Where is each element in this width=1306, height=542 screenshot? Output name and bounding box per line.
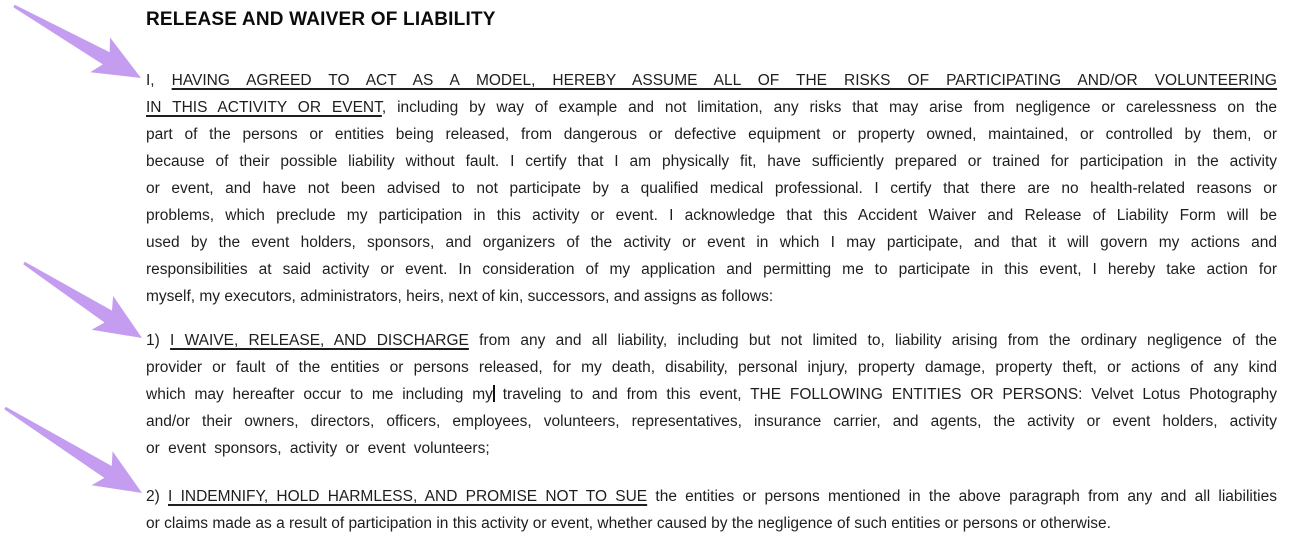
arrow-to-clause-1-icon [23, 262, 142, 338]
text-segment: the entities or persons mentioned in the above paragraph from any and all liabilities [647, 488, 1277, 505]
document-body [146, 9, 1277, 537]
text-segment: , including by way of example and not limitation, any risks that may arise from negligence or carelessness on the [381, 99, 1278, 116]
text-segment: problems, which preclude my participation in this activity or event. I acknowledge that this Accident Waiver and Release of Liability Form will be [146, 207, 1277, 224]
underlined-text: HAVING AGREED TO ACT AS A MODEL, HEREBY ASSUME ALL OF THE RISKS OF PARTICIPATING AND/OR VOLUNTEERING [171, 72, 1277, 89]
paragraph-clause-2 [146, 483, 1277, 537]
text-segment: or event, and have not been advised to not participate by a qualified medical professional. I certify that there are no health-related reasons or [146, 180, 1277, 197]
paragraph-clause-1 [146, 327, 1277, 462]
text-line [146, 175, 1277, 202]
text-line [146, 283, 1277, 310]
text-segment: part of the persons or entities being released, from dangerous or defective equipment or property owned, maintained, or controlled by them, or [146, 126, 1277, 143]
text-segment: and/or their owners, directors, officers, employees, volunteers, representatives, insurance carrier, and agents, the activity or event holders, activity [146, 413, 1277, 430]
text-line [146, 510, 1277, 537]
text-line [146, 202, 1277, 229]
text-segment: myself, my executors, administrators, heirs, next of kin, successors, and assigns as follows: [146, 288, 774, 305]
text-line [146, 121, 1277, 148]
paragraph-intro [146, 67, 1277, 310]
text-segment: provider or fault of the entities or persons released, for my death, disability, personal injury, property damage, property theft, or actions of any kind [146, 359, 1277, 376]
text-segment: used by the event holders, sponsors, and organizers of the activity or event in which I may participate, and that it will govern my actions and [146, 234, 1277, 251]
text-segment: 1) [146, 332, 171, 349]
text-segment: or event sponsors, activity or event volunteers; [146, 440, 490, 457]
text-segment: traveling to and from this event, THE FOLLOWING ENTITIES OR PERSONS: Velvet Lotus Photography [493, 386, 1277, 403]
text-segment: from any and all liability, including but not limited to, liability arising from the ordinary negligence of the [468, 332, 1277, 349]
text-line [146, 483, 1277, 510]
text-segment: which may hereafter occur to me including my [146, 386, 493, 403]
text-line [146, 435, 1277, 462]
underlined-text: I INDEMNIFY, HOLD HARMLESS, AND PROMISE NOT TO SUE [168, 488, 648, 505]
text-line [146, 94, 1277, 121]
text-segment: because of their possible liability without fault. I certify that I am physically fit, have sufficiently prepared or trained for participation in the activity [146, 153, 1277, 170]
arrow-to-clause-2-icon [4, 407, 142, 493]
text-line [146, 256, 1277, 283]
text-line [146, 327, 1277, 354]
text-line [146, 408, 1277, 435]
text-line [146, 354, 1277, 381]
text-line [146, 67, 1277, 94]
underlined-text: I WAIVE, RELEASE, AND DISCHARGE [170, 332, 469, 349]
text-segment: I, [146, 72, 172, 89]
text-line [146, 381, 1277, 408]
arrow-to-intro-icon [13, 5, 141, 78]
document-title: RELEASE AND WAIVER OF LIABILITY [146, 9, 496, 30]
text-segment: 2) [146, 488, 169, 505]
text-line [146, 148, 1277, 175]
underlined-text: IN THIS ACTIVITY OR EVENT [146, 99, 382, 116]
text-segment: responsibilities at said activity or event. In consideration of my application and permitting me to participate in this event, I hereby take action for [146, 261, 1277, 278]
text-line [146, 229, 1277, 256]
text-segment: or claims made as a result of participation in this activity or event, whether caused by the negligence of such entities or persons or otherwise. [146, 515, 1111, 532]
